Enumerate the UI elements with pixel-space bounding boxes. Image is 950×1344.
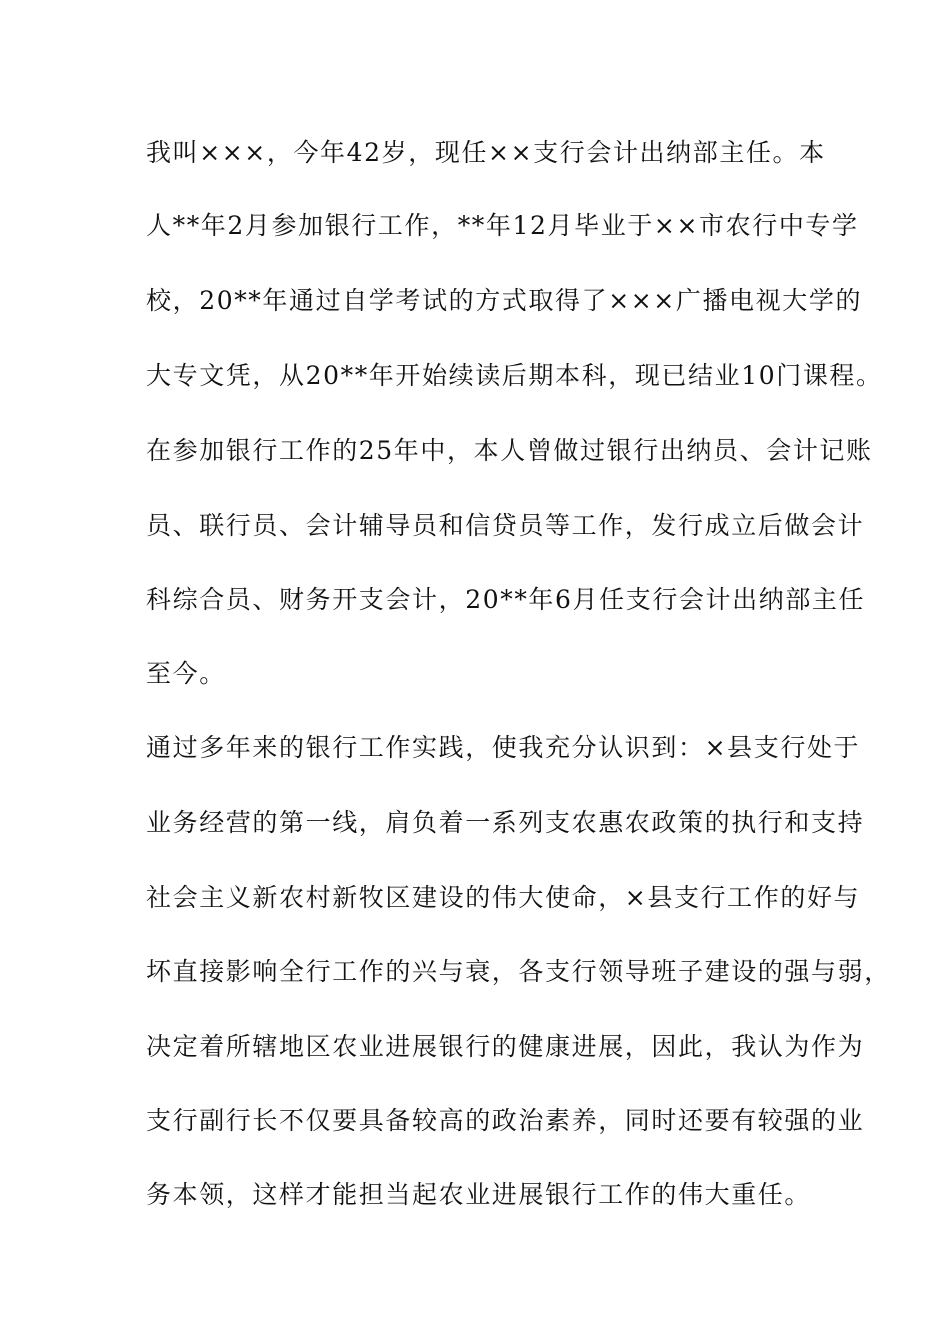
text-line: 通过多年来的银行工作实践，使我充分认识到：×县支行处于 [146, 733, 861, 762]
text-line: 社会主义新农村新牧区建设的伟大使命，×县支行工作的好与 [146, 883, 861, 912]
text-line: 员、联行员、会计辅导员和信贷员等工作，发行成立后做会计 [146, 511, 865, 540]
text-line: 科综合员、财务开支会计，20**年6月任支行会计出纳部主任 [146, 585, 866, 614]
text-line: 务本领，这样才能担当起农业进展银行工作的伟大重任。 [146, 1180, 812, 1209]
text-line: 我叫×××，今年42岁，现任××支行会计出纳部主任。本 [146, 138, 826, 167]
text-line: 坏直接影响全行工作的兴与衰，各支行领导班子建设的强与弱， [146, 957, 891, 986]
text-line: 人**年2月参加银行工作，**年12月毕业于××市农行中专学 [146, 211, 859, 240]
text-line: 大专文凭，从20**年开始续读后期本科，现已结业10门课程。 [146, 361, 883, 390]
text-line: 在参加银行工作的25年中，本人曾做过银行出纳员、会计记账 [146, 436, 873, 465]
text-line: 校，20**年通过自学考试的方式取得了×××广播电视大学的 [146, 286, 863, 315]
text-line: 至今。 [146, 659, 226, 688]
text-line: 决定着所辖地区农业进展银行的健康进展，因此，我认为作为 [146, 1032, 865, 1061]
text-line: 支行副行长不仅要具备较高的政治素养，同时还要有较强的业 [146, 1106, 865, 1135]
text-line: 业务经营的第一线，肩负着一系列支农惠农政策的执行和支持 [146, 808, 865, 837]
